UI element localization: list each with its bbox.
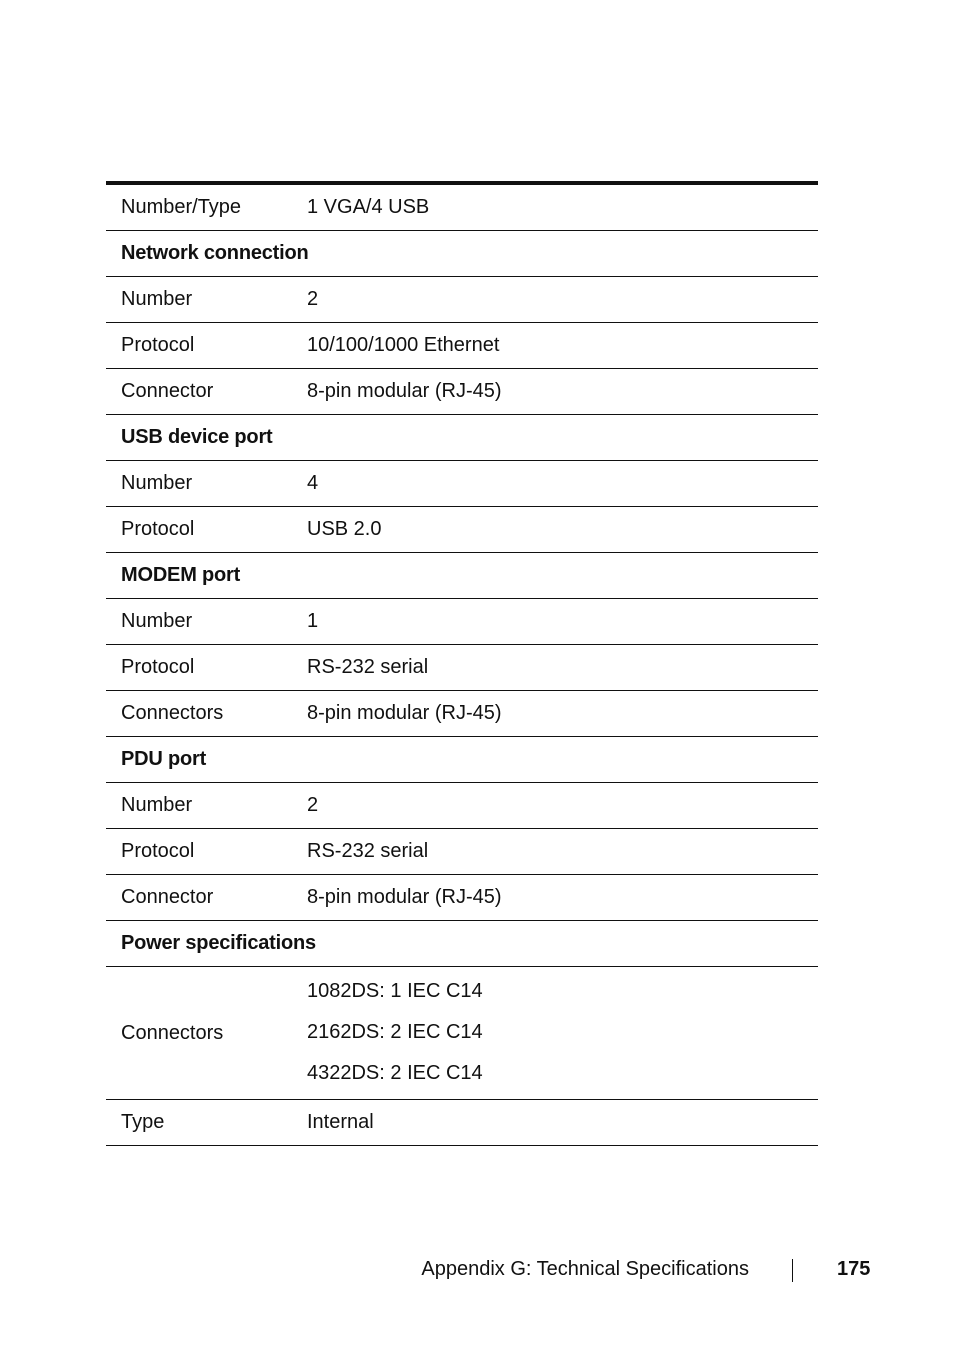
row-label: Number bbox=[121, 794, 193, 816]
row-value: 1 bbox=[307, 610, 319, 632]
row-value: 2 bbox=[307, 288, 319, 310]
row-value: 1082DS: 1 IEC C14 bbox=[307, 980, 483, 1002]
section-title: Network connection bbox=[121, 242, 309, 264]
section-title: MODEM port bbox=[121, 564, 241, 586]
row-value: 8-pin modular (RJ-45) bbox=[307, 380, 502, 402]
page-number: 175 bbox=[837, 1258, 871, 1280]
row-label: Type bbox=[121, 1111, 165, 1133]
row-value-list bbox=[307, 967, 483, 1099]
section-heading bbox=[106, 415, 818, 461]
row-value: 2 bbox=[307, 794, 319, 816]
section-heading bbox=[106, 921, 818, 967]
row-value: 8-pin modular (RJ-45) bbox=[307, 886, 502, 908]
section-heading bbox=[106, 737, 818, 783]
page-footer bbox=[0, 1256, 954, 1286]
table-row bbox=[106, 1100, 818, 1146]
row-label: Protocol bbox=[121, 656, 195, 678]
row-label: Connector bbox=[121, 380, 214, 402]
row-label: Connector bbox=[121, 886, 214, 908]
row-label: Number bbox=[121, 472, 193, 494]
table-row bbox=[106, 277, 818, 323]
row-label: Protocol bbox=[121, 334, 195, 356]
table-row bbox=[106, 323, 818, 369]
spec-table bbox=[106, 181, 818, 1146]
section-title: PDU port bbox=[121, 748, 207, 770]
row-label: Number bbox=[121, 288, 193, 310]
section-heading bbox=[106, 553, 818, 599]
row-label: Connectors bbox=[121, 1021, 224, 1044]
table-row bbox=[106, 967, 818, 1100]
table-row bbox=[106, 645, 818, 691]
row-value: 4 bbox=[307, 472, 319, 494]
row-label: Number bbox=[121, 610, 193, 632]
row-value: 8-pin modular (RJ-45) bbox=[307, 702, 502, 724]
row-value: 2162DS: 2 IEC C14 bbox=[307, 1021, 483, 1043]
row-label: Protocol bbox=[121, 518, 195, 540]
table-row bbox=[106, 599, 818, 645]
row-value: 4322DS: 2 IEC C14 bbox=[307, 1062, 483, 1084]
section-title: USB device port bbox=[121, 426, 273, 448]
footer-divider bbox=[792, 1259, 793, 1282]
table-row bbox=[106, 461, 818, 507]
table-row bbox=[106, 691, 818, 737]
table-row bbox=[106, 875, 818, 921]
row-label: Protocol bbox=[121, 840, 195, 862]
table-row bbox=[106, 185, 818, 231]
row-label: Connectors bbox=[121, 702, 224, 724]
row-value: RS-232 serial bbox=[307, 656, 429, 678]
footer-chapter-title: Appendix G: Technical Specifications bbox=[421, 1258, 749, 1280]
row-value: RS-232 serial bbox=[307, 840, 429, 862]
row-value: Internal bbox=[307, 1111, 374, 1133]
section-title: Power specifications bbox=[121, 932, 316, 954]
row-label: Number/Type bbox=[121, 196, 242, 218]
table-row bbox=[106, 783, 818, 829]
table-row bbox=[106, 829, 818, 875]
row-value: 10/100/1000 Ethernet bbox=[307, 334, 500, 356]
table-row bbox=[106, 369, 818, 415]
row-value: 1 VGA/4 USB bbox=[307, 196, 430, 218]
row-value: USB 2.0 bbox=[307, 518, 382, 540]
section-heading bbox=[106, 231, 818, 277]
table-row bbox=[106, 507, 818, 553]
